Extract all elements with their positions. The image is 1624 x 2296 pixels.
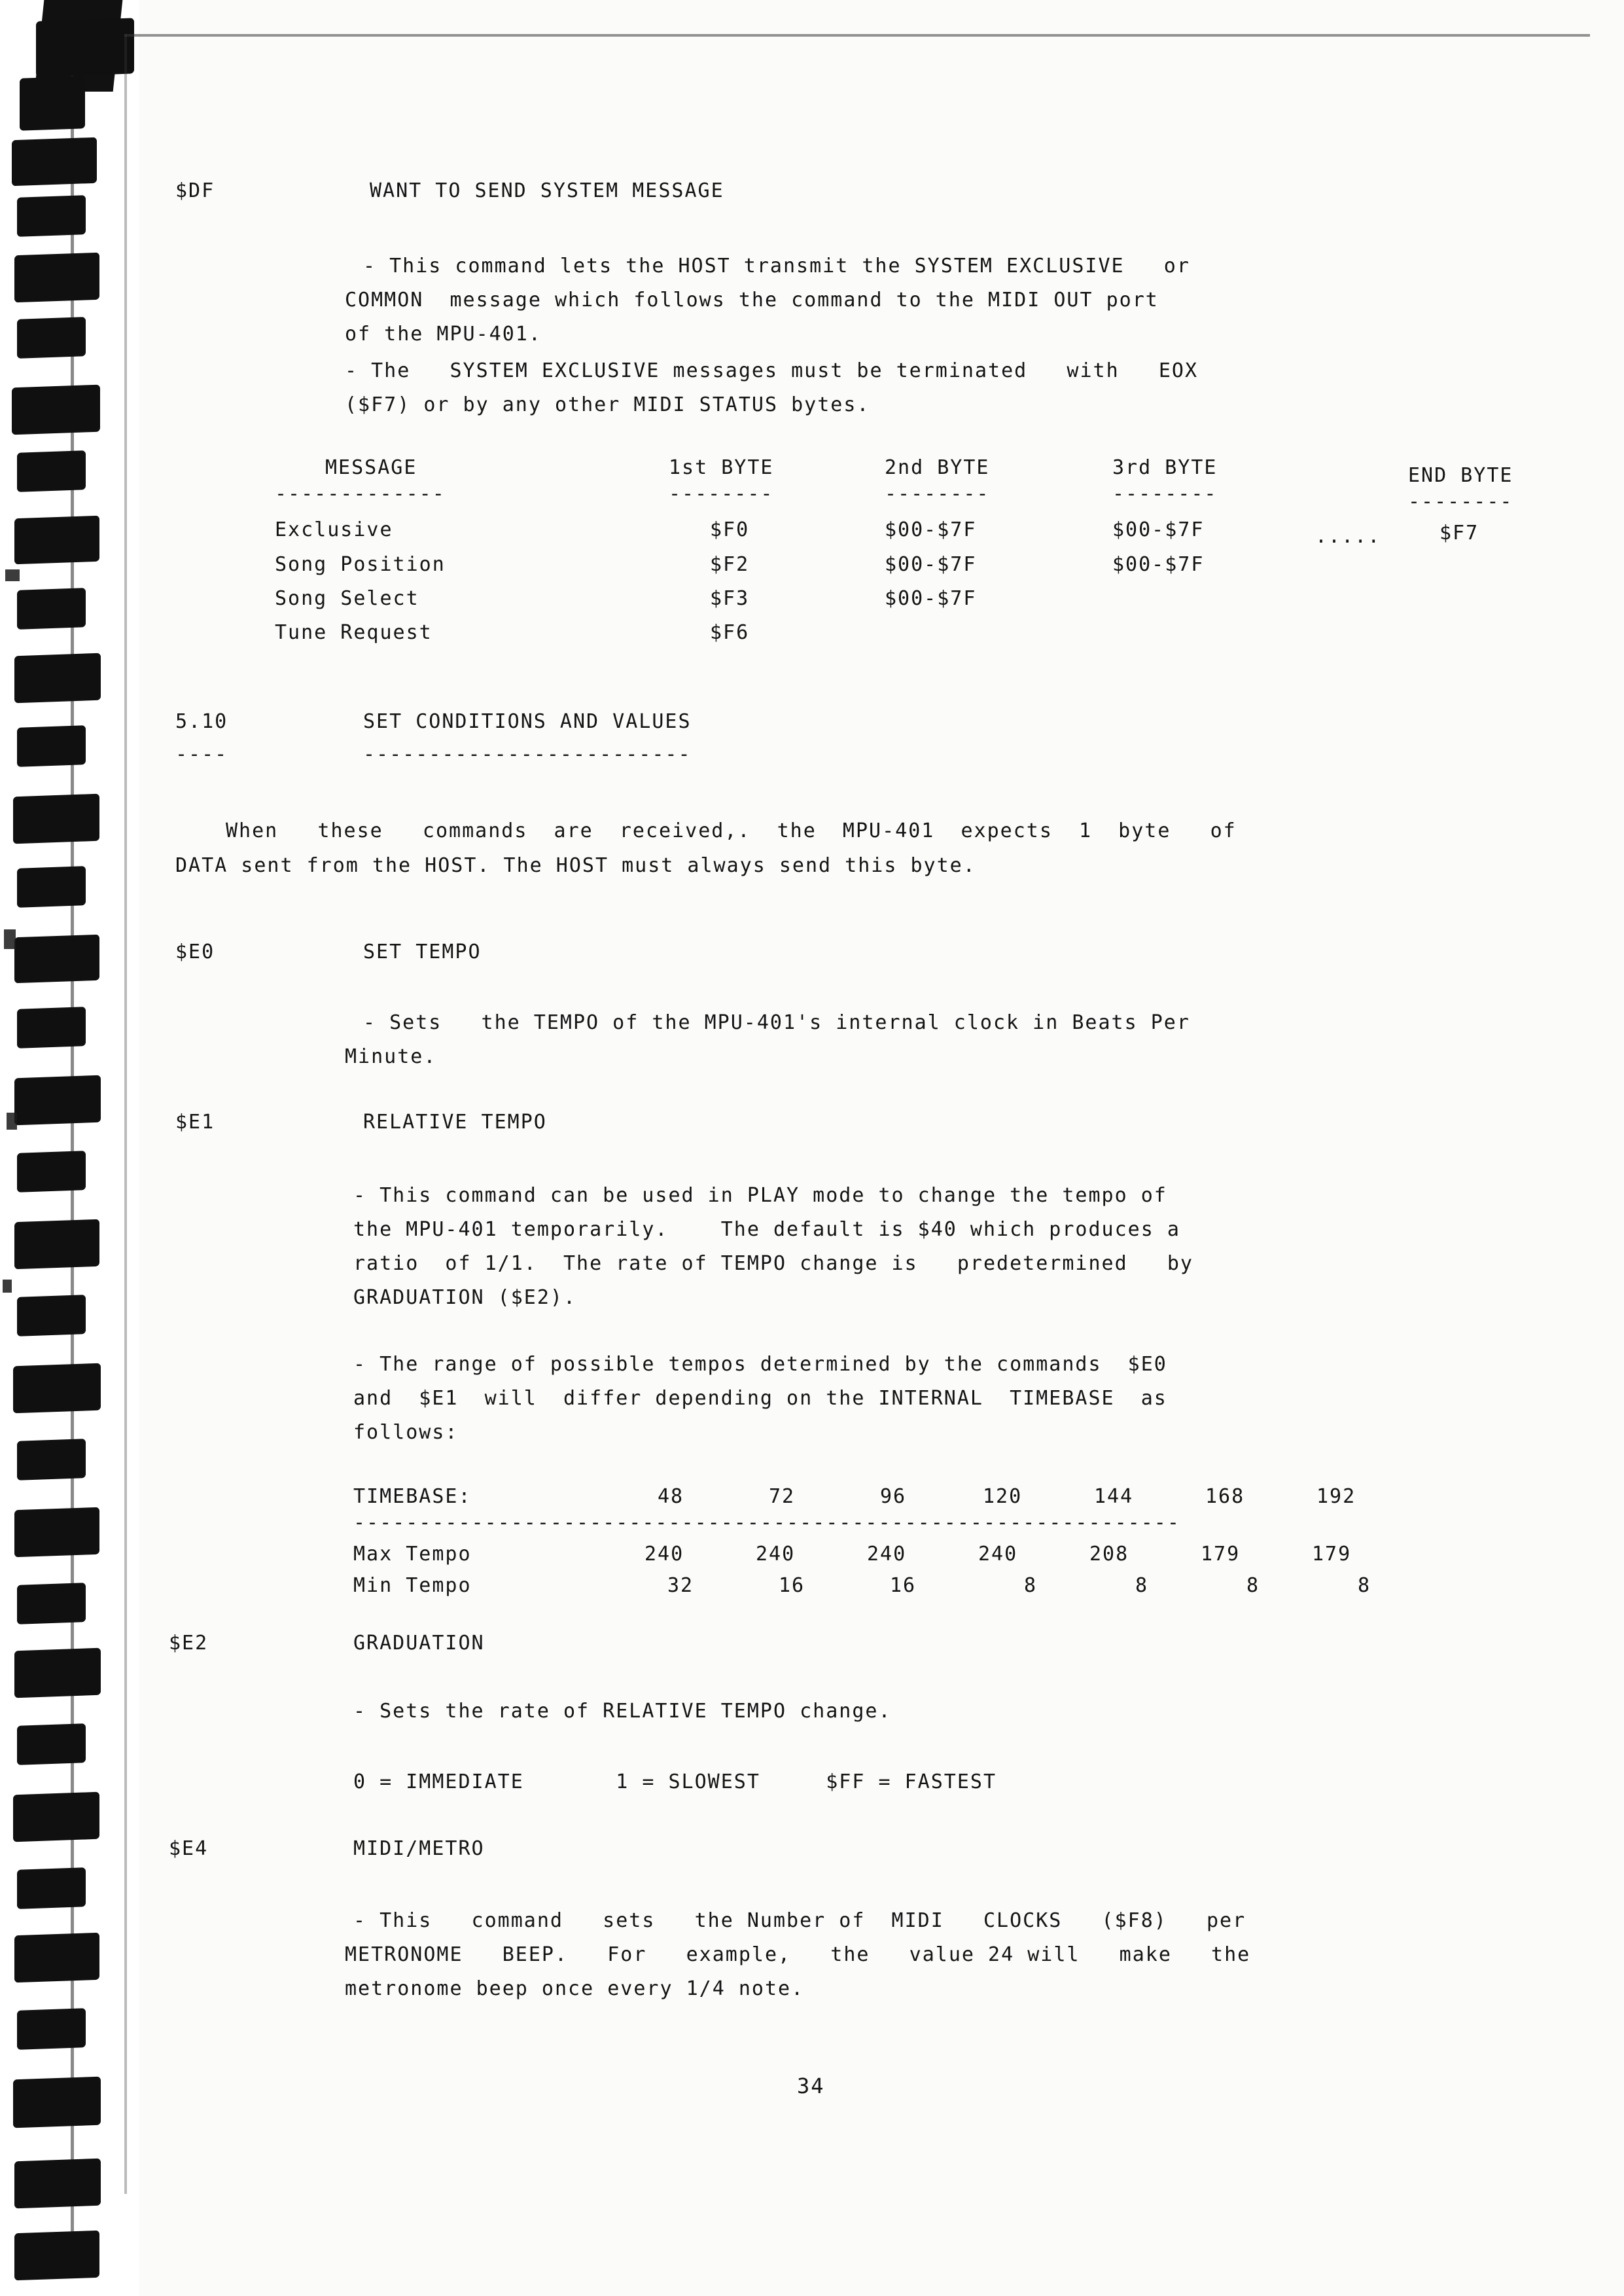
section-title-e4: MIDI/METRO [353,1837,485,1860]
paragraph-line: Minute. [345,1045,437,1068]
table-header-3rd-byte: 3rd BYTE [1112,456,1218,479]
table-rule: -------- [1408,490,1513,513]
table-rule: ------------- [275,482,446,505]
section-code-df: $DF [175,179,215,202]
table-cell: $F6 [710,621,750,644]
table-cell: $00-$7F [1112,518,1205,541]
table-rule: -------- [669,482,774,505]
table-cell: $F2 [710,553,750,576]
timebase-cell: 16 [890,1574,917,1597]
paragraph-line: follows: [353,1421,459,1444]
timebase-rule: --------------------------------------------------------------- [353,1511,1180,1534]
timebase-cell: 179 [1201,1543,1241,1566]
timebase-cell: 8 [1135,1574,1149,1597]
timebase-col-header: 48 [658,1485,684,1508]
section-code-e0: $E0 [175,941,215,963]
paragraph-line: metronome beep once every 1/4 note. [345,1977,805,2000]
timebase-cell: 240 [756,1543,796,1566]
table-cell: $F0 [710,518,750,541]
paragraph-line: - The SYSTEM EXCLUSIVE messages must be terminated with EOX [345,359,1198,382]
timebase-col-header: 120 [983,1485,1023,1508]
timebase-col-header: 96 [880,1485,907,1508]
section-title-e0: SET TEMPO [363,941,482,963]
table-row: Exclusive [275,518,393,541]
timebase-cell: 8 [1358,1574,1371,1597]
paragraph-line: - This command sets the Number of MIDI CLOCKS ($F8) per [353,1909,1246,1932]
section-code-510: 5.10 [175,710,228,733]
paragraph-line: When these commands are received,. the MPU-401 expects 1 byte of [226,819,1237,842]
paragraph-line: the MPU-401 temporarily. The default is $40 which produces a [353,1218,1180,1241]
paragraph-line: GRADUATION ($E2). [353,1286,577,1309]
timebase-cell: 208 [1089,1543,1129,1566]
timebase-cell: 8 [1024,1574,1038,1597]
timebase-cell: 240 [644,1543,684,1566]
table-cell: $F3 [710,587,750,610]
table-rule: -------- [885,482,990,505]
timebase-cell: 240 [978,1543,1018,1566]
table-row: Song Position [275,553,446,576]
timebase-cell: 32 [667,1574,694,1597]
table-cell-dots: ..... [1315,525,1381,548]
paragraph-line: ($F7) or by any other MIDI STATUS bytes. [345,393,870,416]
section-title-510: SET CONDITIONS AND VALUES [363,710,692,733]
paragraph-line: - The range of possible tempos determined by the commands $E0 [353,1353,1167,1376]
section-title-e2: GRADUATION [353,1632,485,1655]
paragraph-line: DATA sent from the HOST. The HOST must always send this byte. [175,854,976,877]
timebase-col-header: 168 [1205,1485,1245,1508]
paragraph-line: - This command lets the HOST transmit the SYSTEM EXCLUSIVE or [363,255,1190,278]
section-code-e1: $E1 [175,1111,215,1134]
timebase-cell: 16 [779,1574,805,1597]
timebase-col-header: 192 [1316,1485,1356,1508]
paragraph-line: METRONOME BEEP. For example, the value 24 will make the [345,1943,1251,1966]
timebase-row-min: Min Tempo [353,1574,472,1597]
section-code-e2: $E2 [169,1632,209,1655]
paragraph-line: - Sets the TEMPO of the MPU-401's internal clock in Beats Per [363,1011,1190,1034]
timebase-cell: 179 [1312,1543,1352,1566]
table-rule: -------- [1112,482,1218,505]
table-row: Song Select [275,587,419,610]
paragraph-line: 0 = IMMEDIATE 1 = SLOWEST $FF = FASTEST [353,1770,997,1793]
timebase-cell: 240 [867,1543,907,1566]
section-title-df: WANT TO SEND SYSTEM MESSAGE [370,179,724,202]
page-number: 34 [797,2073,825,2098]
paragraph-line: ratio of 1/1. The rate of TEMPO change is predetermined by [353,1252,1193,1275]
table-cell: $F7 [1439,522,1479,545]
table-cell: $00-$7F [885,553,977,576]
table-cell: $00-$7F [885,587,977,610]
paragraph-line: of the MPU-401. [345,323,542,346]
table-header-1st-byte: 1st BYTE [669,456,774,479]
section-title-underline: ------------------------- [363,743,692,766]
section-code-underline: ---- [175,743,228,766]
timebase-row-max: Max Tempo [353,1543,472,1566]
paragraph-line: COMMON message which follows the command to the MIDI OUT port [345,289,1159,312]
section-code-e4: $E4 [169,1837,209,1860]
timebase-col-header: 72 [769,1485,796,1508]
timebase-row-label: TIMEBASE: [353,1485,472,1508]
table-cell: $00-$7F [1112,553,1205,576]
table-header-message: MESSAGE [325,456,417,479]
table-header-end-byte: END BYTE [1408,464,1513,487]
paragraph-line: and $E1 will differ depending on the INTERNAL TIMEBASE as [353,1387,1167,1410]
paragraph-line: - Sets the rate of RELATIVE TEMPO change. [353,1700,892,1723]
paragraph-line: - This command can be used in PLAY mode to change the tempo of [353,1184,1167,1207]
timebase-col-header: 144 [1094,1485,1134,1508]
table-cell: $00-$7F [885,518,977,541]
table-row: Tune Request [275,621,432,644]
section-title-e1: RELATIVE TEMPO [363,1111,547,1134]
table-header-2nd-byte: 2nd BYTE [885,456,990,479]
timebase-cell: 8 [1246,1574,1260,1597]
